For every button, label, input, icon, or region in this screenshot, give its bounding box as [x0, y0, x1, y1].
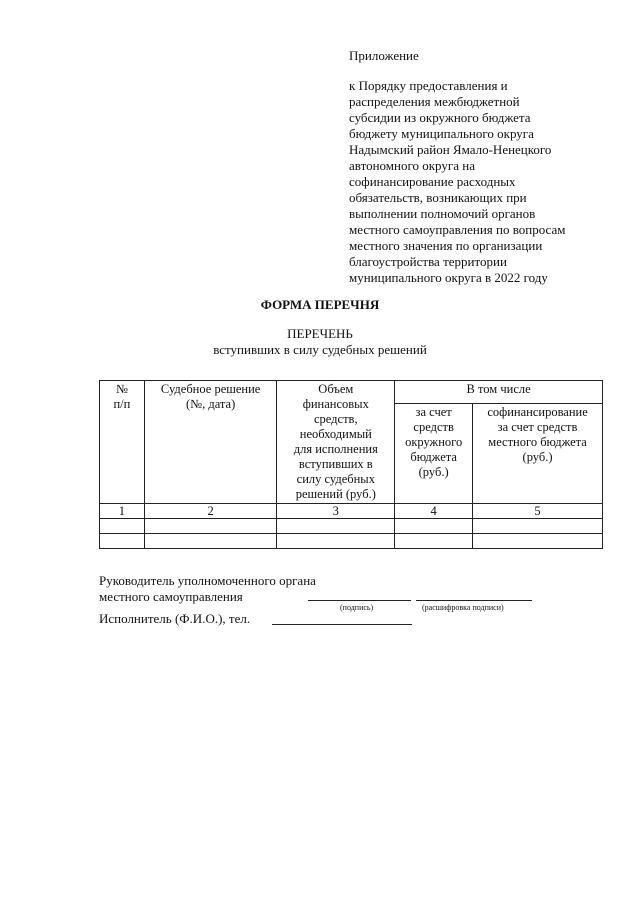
list-title — [0, 326, 640, 358]
appendix-line: местного значения по организации — [349, 238, 543, 253]
appendix-line: Надымский район Ямало-Ненецкого — [349, 142, 552, 157]
head-title — [99, 573, 316, 605]
header-funds-volume: Объем финансовых средств, необходимый для исполнения вступивших в силу судебных решений (руб.) — [277, 381, 395, 504]
executor-line[interactable] — [272, 624, 412, 625]
column-number-row — [100, 504, 603, 519]
appendix-line: муниципального округа в 2022 году — [349, 270, 548, 285]
table-cell[interactable] — [277, 519, 395, 534]
signature-decode-hint: (расшифровка подписи) — [422, 603, 504, 612]
column-number: 3 — [277, 504, 395, 519]
column-number: 1 — [100, 504, 145, 519]
court-decisions-table — [99, 380, 603, 549]
header-number: № п/п — [100, 381, 145, 504]
table-row — [100, 534, 603, 549]
table-row — [100, 519, 603, 534]
column-number: 5 — [473, 504, 603, 519]
table-cell[interactable] — [277, 534, 395, 549]
executor-label: Исполнитель (Ф.И.О.), тел. — [99, 611, 251, 626]
table-cell[interactable] — [395, 519, 473, 534]
table-cell[interactable] — [473, 519, 603, 534]
list-title-main: ПЕРЕЧЕНЬ — [287, 326, 353, 341]
appendix-block — [349, 48, 611, 286]
form-title: ФОРМА ПЕРЕЧНЯ — [260, 297, 380, 312]
table-cell[interactable] — [144, 519, 277, 534]
appendix-line: субсидии из окружного бюджета — [349, 110, 531, 125]
table-cell[interactable] — [473, 534, 603, 549]
table-cell[interactable] — [395, 534, 473, 549]
signature-line[interactable] — [308, 600, 411, 601]
appendix-line: обязательств, возникающих при — [349, 190, 527, 205]
head-title-line: Руководитель уполномоченного органа — [99, 573, 316, 588]
appendix-line: распределения межбюджетной — [349, 94, 520, 109]
head-title-line: местного самоуправления — [99, 589, 243, 604]
appendix-title: Приложение — [349, 48, 419, 63]
column-number: 2 — [144, 504, 277, 519]
appendix-line: местного самоуправления по вопросам — [349, 222, 566, 237]
appendix-line: автономного округа на — [349, 158, 475, 173]
table-cell[interactable] — [100, 519, 145, 534]
table-cell[interactable] — [100, 534, 145, 549]
header-district-budget: за счет средств окружного бюджета (руб.) — [395, 404, 473, 504]
table-header-row — [100, 381, 603, 404]
header-local-budget: софинансирование за счет средств местного бюджета (руб.) — [473, 404, 603, 504]
signature-decode-line[interactable] — [416, 600, 532, 601]
appendix-line: благоустройства территории — [349, 254, 507, 269]
header-including: В том числе — [395, 381, 603, 404]
appendix-line: выполнении полномочий органов — [349, 206, 536, 221]
header-court-decision: Судебное решение (№, дата) — [144, 381, 277, 504]
list-title-sub: вступивших в силу судебных решений — [213, 342, 427, 357]
signature-hint: (подпись) — [340, 603, 374, 612]
table-cell[interactable] — [144, 534, 277, 549]
column-number: 4 — [395, 504, 473, 519]
appendix-line: к Порядку предоставления и — [349, 78, 508, 93]
appendix-line: софинансирование расходных — [349, 174, 516, 189]
appendix-line: бюджету муниципального округа — [349, 126, 534, 141]
